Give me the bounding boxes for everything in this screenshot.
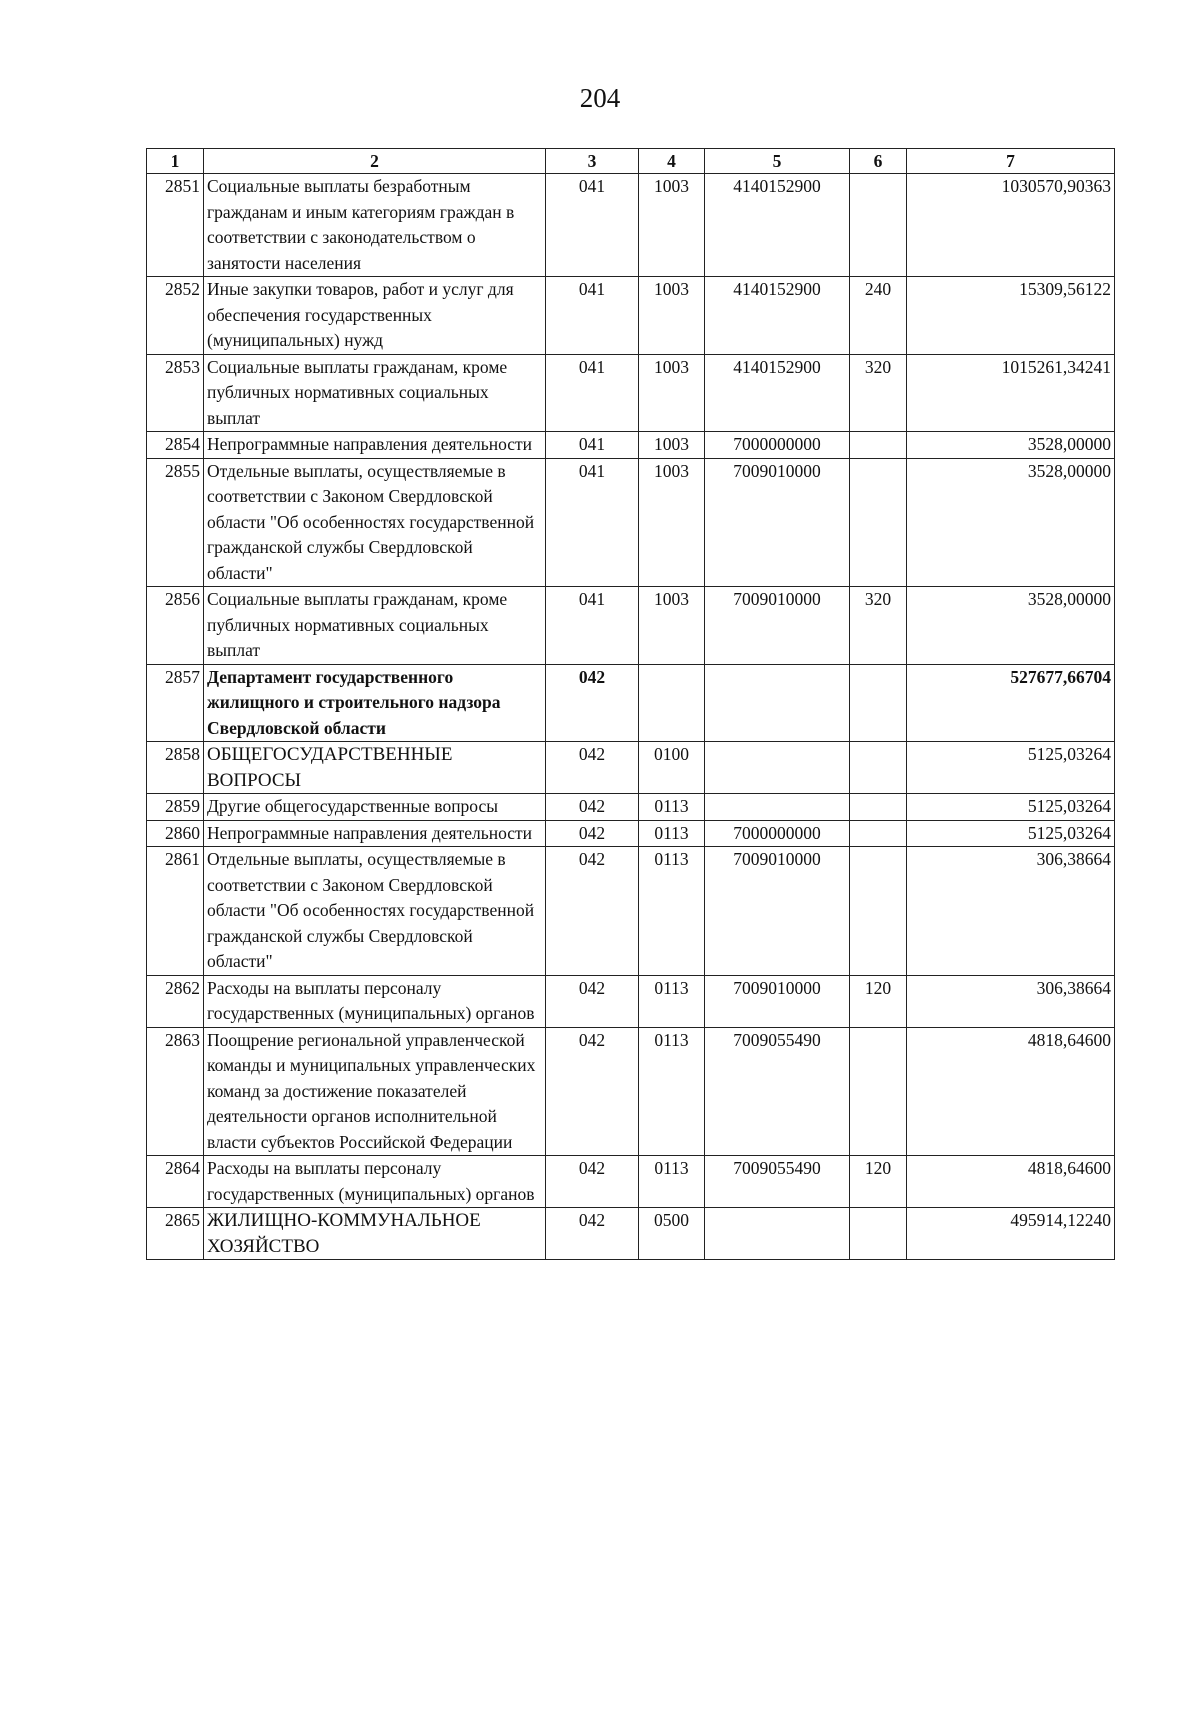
row-col-3: 041	[546, 277, 639, 355]
row-col-6	[850, 174, 907, 277]
row-col-6: 120	[850, 975, 907, 1027]
row-amount: 1030570,90363	[907, 174, 1115, 277]
row-col-5: 7009010000	[705, 975, 850, 1027]
row-col-4: 0113	[639, 975, 705, 1027]
table-row	[147, 975, 1115, 1027]
row-number: 2858	[147, 742, 204, 794]
row-amount: 306,38664	[907, 975, 1115, 1027]
row-col-3: 041	[546, 587, 639, 665]
row-name: Социальные выплаты безработным гражданам и иным категориям граждан в соответствии с законодательством о занятости населения	[204, 174, 546, 277]
table-header-row	[147, 149, 1115, 174]
header-col-2: 2	[204, 149, 546, 174]
row-col-4: 1003	[639, 174, 705, 277]
row-col-4	[639, 664, 705, 742]
row-amount: 4818,64600	[907, 1027, 1115, 1156]
row-col-6: 120	[850, 1156, 907, 1208]
table-row	[147, 847, 1115, 976]
table-row	[147, 664, 1115, 742]
row-col-4: 1003	[639, 277, 705, 355]
row-number: 2854	[147, 432, 204, 459]
row-number: 2861	[147, 847, 204, 976]
row-col-4: 1003	[639, 587, 705, 665]
row-number: 2856	[147, 587, 204, 665]
row-col-6: 320	[850, 587, 907, 665]
row-number: 2864	[147, 1156, 204, 1208]
row-col-4: 0113	[639, 1027, 705, 1156]
row-name: Другие общегосударственные вопросы	[204, 794, 546, 821]
row-col-3: 041	[546, 354, 639, 432]
row-col-3: 042	[546, 742, 639, 794]
row-amount: 3528,00000	[907, 432, 1115, 459]
row-col-4: 0113	[639, 820, 705, 847]
row-col-4: 0113	[639, 1156, 705, 1208]
row-col-3: 041	[546, 458, 639, 587]
row-amount: 5125,03264	[907, 794, 1115, 821]
row-col-3: 042	[546, 847, 639, 976]
row-amount: 3528,00000	[907, 587, 1115, 665]
row-name: ЖИЛИЩНО-КОММУНАЛЬНОЕ ХОЗЯЙСТВО	[204, 1208, 546, 1260]
row-amount: 306,38664	[907, 847, 1115, 976]
row-col-6	[850, 794, 907, 821]
table-row	[147, 354, 1115, 432]
table-row	[147, 277, 1115, 355]
row-col-3: 042	[546, 820, 639, 847]
row-col-5	[705, 794, 850, 821]
row-col-3: 041	[546, 174, 639, 277]
row-col-5	[705, 742, 850, 794]
table-row	[147, 174, 1115, 277]
row-col-3: 042	[546, 975, 639, 1027]
row-number: 2859	[147, 794, 204, 821]
row-name: Отдельные выплаты, осуществляемые в соответствии с Законом Свердловской области "Об особенностях государственной гражданской службы Свердловской области"	[204, 458, 546, 587]
row-col-3: 042	[546, 1208, 639, 1260]
row-amount: 3528,00000	[907, 458, 1115, 587]
header-col-1: 1	[147, 149, 204, 174]
row-col-3: 042	[546, 794, 639, 821]
table-row	[147, 742, 1115, 794]
row-col-4: 0113	[639, 847, 705, 976]
row-number: 2857	[147, 664, 204, 742]
table-row	[147, 432, 1115, 459]
row-name: Непрограммные направления деятельности	[204, 432, 546, 459]
table-row	[147, 458, 1115, 587]
row-col-4: 0113	[639, 794, 705, 821]
row-col-5	[705, 664, 850, 742]
row-col-6	[850, 1208, 907, 1260]
row-col-6	[850, 664, 907, 742]
row-col-3: 042	[546, 1156, 639, 1208]
row-name: Расходы на выплаты персоналу государственных (муниципальных) органов	[204, 1156, 546, 1208]
row-name: Департамент государственного жилищного и строительного надзора Свердловской области	[204, 664, 546, 742]
row-col-5: 4140152900	[705, 277, 850, 355]
row-col-3: 042	[546, 1027, 639, 1156]
header-col-3: 3	[546, 149, 639, 174]
row-number: 2862	[147, 975, 204, 1027]
row-amount: 15309,56122	[907, 277, 1115, 355]
row-col-4: 0500	[639, 1208, 705, 1260]
row-name: Непрограммные направления деятельности	[204, 820, 546, 847]
row-col-5: 7009010000	[705, 587, 850, 665]
table-row	[147, 794, 1115, 821]
row-amount: 1015261,34241	[907, 354, 1115, 432]
row-amount: 527677,66704	[907, 664, 1115, 742]
row-col-4: 1003	[639, 354, 705, 432]
row-col-4: 1003	[639, 458, 705, 587]
row-col-5: 7009010000	[705, 847, 850, 976]
table-row	[147, 1156, 1115, 1208]
page-number: 204	[579, 83, 621, 113]
row-amount: 4818,64600	[907, 1156, 1115, 1208]
row-name: Социальные выплаты гражданам, кроме публичных нормативных социальных выплат	[204, 587, 546, 665]
row-col-6	[850, 820, 907, 847]
row-col-6	[850, 847, 907, 976]
row-name: ОБЩЕГОСУДАРСТВЕННЫЕ ВОПРОСЫ	[204, 742, 546, 794]
table-row	[147, 587, 1115, 665]
table-row	[147, 1208, 1115, 1260]
row-number: 2865	[147, 1208, 204, 1260]
row-number: 2863	[147, 1027, 204, 1156]
row-number: 2855	[147, 458, 204, 587]
header-col-5: 5	[705, 149, 850, 174]
row-col-5: 7000000000	[705, 432, 850, 459]
row-col-6	[850, 1027, 907, 1156]
row-col-3: 042	[546, 664, 639, 742]
row-col-6	[850, 742, 907, 794]
row-amount: 495914,12240	[907, 1208, 1115, 1260]
row-name: Иные закупки товаров, работ и услуг для обеспечения государственных (муниципальных) нужд	[204, 277, 546, 355]
row-col-3: 041	[546, 432, 639, 459]
row-col-4: 1003	[639, 432, 705, 459]
table-row	[147, 1027, 1115, 1156]
row-name: Социальные выплаты гражданам, кроме публичных нормативных социальных выплат	[204, 354, 546, 432]
table-row	[147, 820, 1115, 847]
row-col-5	[705, 1208, 850, 1260]
row-number: 2851	[147, 174, 204, 277]
row-col-5: 4140152900	[705, 174, 850, 277]
row-name: Поощрение региональной управленческой команды и муниципальных управленческих команд за достижение показателей деятельности органов исполнительной власти субъектов Российской Федерации	[204, 1027, 546, 1156]
row-amount: 5125,03264	[907, 820, 1115, 847]
row-col-6: 320	[850, 354, 907, 432]
row-col-6	[850, 458, 907, 587]
row-col-6	[850, 432, 907, 459]
row-col-4: 0100	[639, 742, 705, 794]
row-amount: 5125,03264	[907, 742, 1115, 794]
row-col-5: 4140152900	[705, 354, 850, 432]
row-name: Отдельные выплаты, осуществляемые в соответствии с Законом Свердловской области "Об особенностях государственной гражданской службы Свердловской области"	[204, 847, 546, 976]
row-number: 2852	[147, 277, 204, 355]
row-col-6: 240	[850, 277, 907, 355]
row-col-5: 7009055490	[705, 1156, 850, 1208]
budget-table	[146, 148, 1115, 1260]
row-col-5: 7009055490	[705, 1027, 850, 1156]
header-col-6: 6	[850, 149, 907, 174]
row-number: 2853	[147, 354, 204, 432]
row-col-5: 7000000000	[705, 820, 850, 847]
header-col-4: 4	[639, 149, 705, 174]
row-number: 2860	[147, 820, 204, 847]
header-col-7: 7	[907, 149, 1115, 174]
row-name: Расходы на выплаты персоналу государственных (муниципальных) органов	[204, 975, 546, 1027]
row-col-5: 7009010000	[705, 458, 850, 587]
